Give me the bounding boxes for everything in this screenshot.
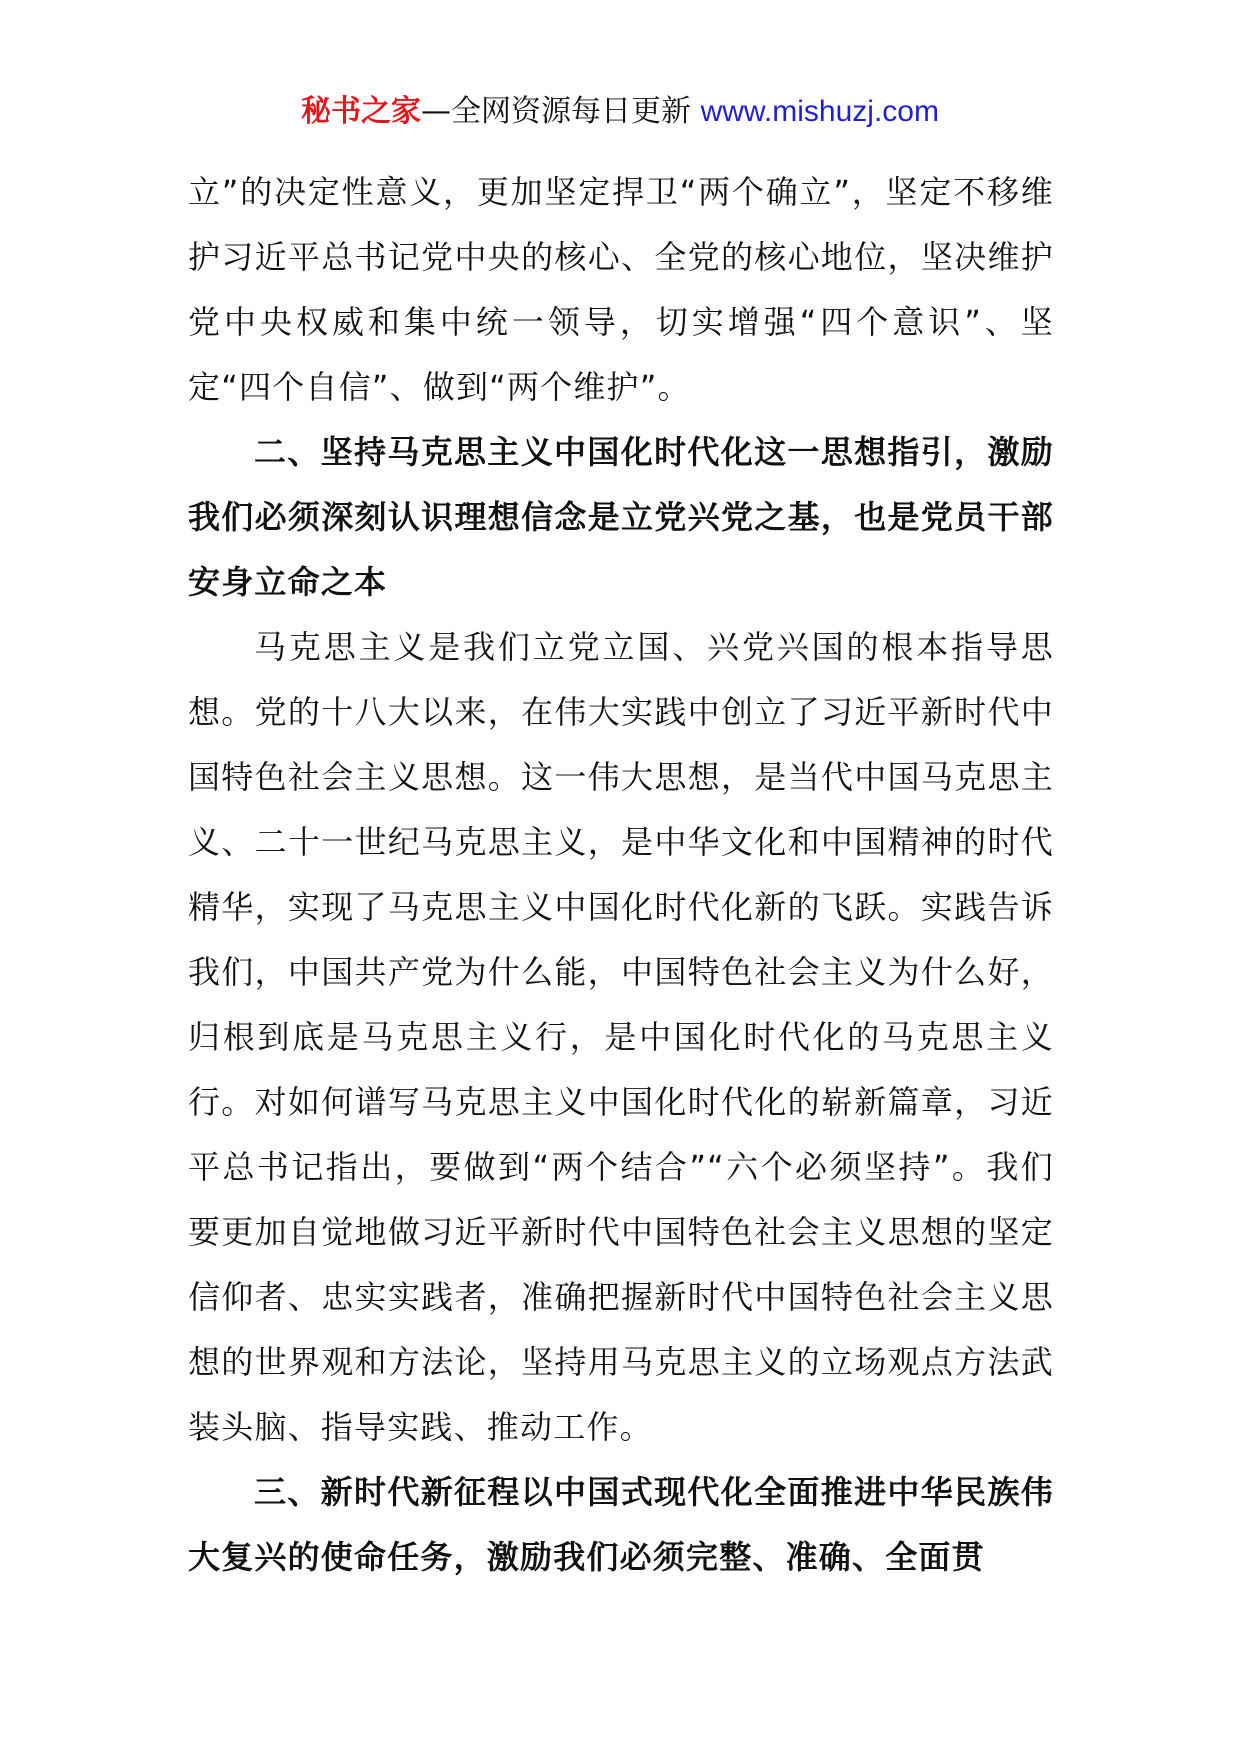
- site-url-link[interactable]: www.mishuzj.com: [700, 95, 939, 128]
- paragraph-marxism: 马克思主义是我们立党立国、兴党兴国的根本指导思想。党的十八大以来，在伟大实践中创立了习近平新时代中国特色社会主义思想。这一伟大思想，是当代中国马克思主义、二十一世纪马克思主义，是中华文化和中国精神的时代精华，实现了马克思主义中国化时代化新的飞跃。实践告诉我们，中国共产党为什么能，中国特色社会主义为什么好，归根到底是马克思主义行，是中国化时代化的马克思主义行。对如何谱写马克思主义中国化时代化的崭新篇章，习近平总书记指出，要做到“两个结合”“六个必须坚持”。我们要更加自觉地做习近平新时代中国特色社会主义思想的坚定信仰者、忠实实践者，准确把握新时代中国特色社会主义思想的世界观和方法论，坚持用马克思主义的立场观点方法武装头脑、指导实践、推动工作。: [188, 628, 1054, 1446]
- document-body: [188, 160, 1054, 1590]
- paragraph-continuation: 立”的决定性意义，更加坚定捍卫“两个确立”，坚定不移维护习近平总书记党中央的核心、全党的核心地位，坚决维护党中央权威和集中统一领导，切实增强“四个意识”、坚定“四个自信”、做到“两个维护”。: [188, 173, 1054, 406]
- section-heading-two: 二、坚持马克思主义中国化时代化这一思想指引，激励我们必须深刻认识理想信念是立党兴党之基，也是党员干部安身立命之本: [188, 433, 1054, 601]
- section-heading-three: 三、新时代新征程以中国式现代化全面推进中华民族伟大复兴的使命任务，激励我们必须完整、准确、全面贯: [188, 1473, 1054, 1576]
- site-header: [0, 92, 1240, 132]
- site-tagline: —全网资源每日更新: [421, 94, 701, 129]
- site-brand: 秘书之家: [301, 94, 422, 129]
